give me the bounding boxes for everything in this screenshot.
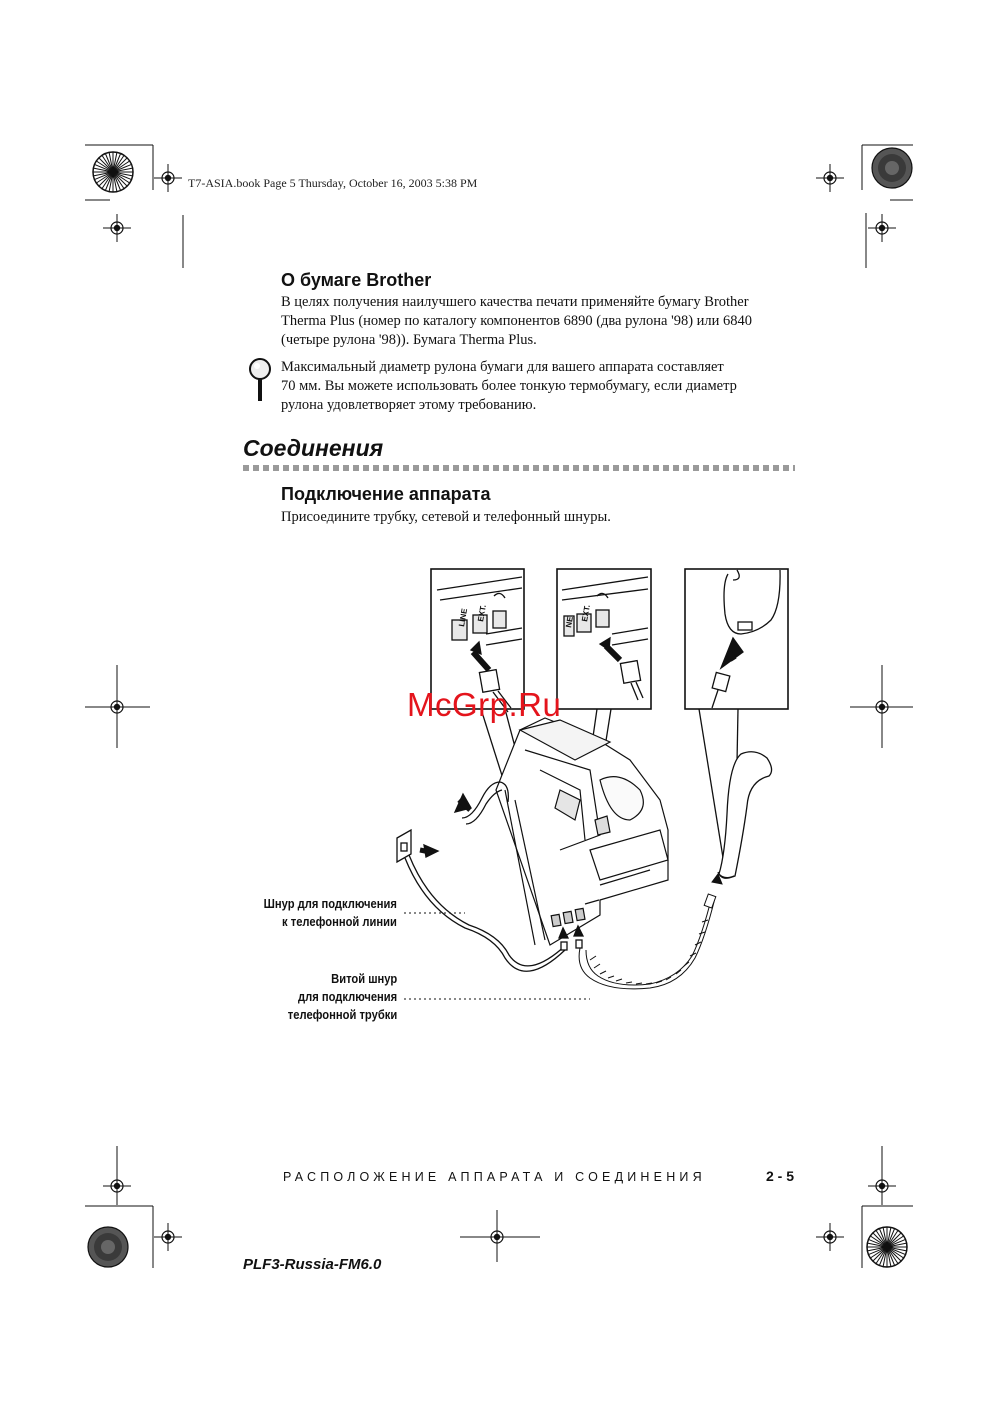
registration-mark-bottom-right	[816, 1146, 913, 1268]
callout-coiled-cord	[288, 970, 397, 1024]
fax-machine	[496, 718, 668, 945]
magnifier-icon	[246, 357, 274, 405]
jack-label-ext-2: EXT.	[580, 604, 592, 623]
jack-label-partial: NE	[564, 615, 575, 629]
print-info-line: T7-ASIA.book Page 5 Thursday, October 16, 2003 5:38 PM	[188, 176, 478, 190]
note-line: Максимальный диаметр рулона бумаги для вашего аппарата составляет	[281, 359, 724, 375]
inset-handset-end	[685, 569, 788, 709]
paragraph-line: (четыре рулона '98)). Бумага Therma Plus.	[281, 332, 537, 348]
note-line: рулона удовлетворяет этому требованию.	[281, 397, 537, 413]
note-line: 70 мм. Вы можете использовать более тонкую термобумагу, если диаметр	[281, 378, 737, 394]
paragraph-line: Присоедините трубку, сетевой и телефонный шнуры.	[281, 509, 611, 525]
note-text	[281, 358, 737, 415]
registration-mark-top-left	[85, 145, 183, 268]
callout-line: Витой шнур	[330, 971, 397, 986]
callout-line: телефонной трубки	[287, 1007, 397, 1022]
inset-handset-jack	[557, 569, 651, 709]
callout-line: к телефонной линии	[282, 914, 397, 929]
section-paper-text	[281, 293, 752, 350]
callout-line: для подключения	[297, 989, 397, 1004]
registration-mark-top-right	[816, 145, 913, 268]
callout-line: Шнур для подключения	[263, 896, 397, 911]
chapter-divider	[243, 465, 795, 471]
registration-mark-bottom-left	[85, 1146, 182, 1268]
section-connect-title: Подключение аппарата	[281, 484, 491, 504]
section-paper-title: О бумаге Brother	[281, 270, 432, 290]
handset	[718, 752, 772, 879]
watermark: McGrp.Ru	[407, 686, 562, 723]
jack-label-line: LINE	[457, 607, 470, 628]
jack-label-ext: EXT.	[476, 604, 488, 623]
connection-diagram	[397, 569, 788, 999]
paragraph-line: В целях получения наилучшего качества печати применяйте бумагу Brother	[281, 294, 749, 310]
section-connect-text	[281, 508, 611, 527]
page-number: 2 - 5	[766, 1168, 795, 1184]
document-code: PLF3-Russia-FM6.0	[243, 1256, 382, 1273]
callout-line-cord	[264, 895, 397, 931]
paragraph-line: Therma Plus (номер по каталогу компонентов 6890 (два рулона '98) или 6840	[281, 313, 753, 329]
running-footer-title: РАСПОЛОЖЕНИЕ АППАРАТА И СОЕДИНЕНИЯ	[283, 1170, 706, 1184]
chapter-title: Соединения	[243, 435, 384, 461]
